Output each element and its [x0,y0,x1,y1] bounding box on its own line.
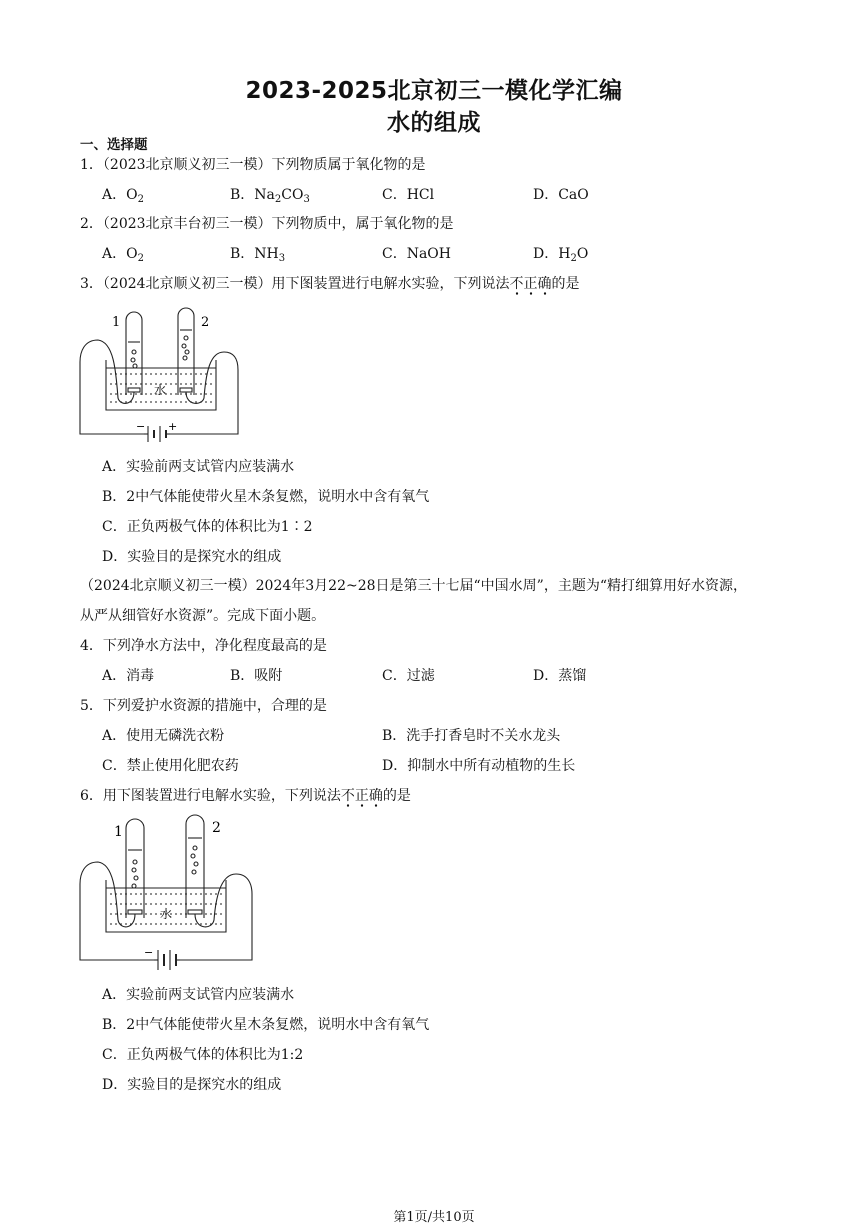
q1-option-b: B．$Na_2CO_3$ [230,187,310,205]
q5-stem: 5．下列爱护水资源的措施中，合理的是 [80,698,327,714]
plus-label: + [168,420,178,433]
q5-option-a: A．使用无磷洗衣粉 [102,728,225,744]
tube-1-label: 1 [112,315,121,330]
q3-option-d: D．实验目的是探究水的组成 [102,549,282,565]
q4-option-d: D．蒸馏 [533,668,587,684]
q6-option-d: D．实验目的是探究水的组成 [102,1077,282,1093]
q2-stem: 2．（2023北京丰台初三一模）下列物质中，属于氧化物的是 [80,216,454,232]
q4-option-c: C．过滤 [382,668,435,684]
electrolysis-diagram-2 [76,814,262,974]
tube-1-label: 1 [114,824,123,840]
electrolysis-diagram-1 [76,302,246,442]
q6-option-b: B．2中气体能使带火星木条复燃，说明水中含有氧气 [102,1017,430,1033]
q1-option-a: A．$O_2$ [102,187,144,205]
q1-option-c: C．HCl [382,187,435,203]
q4-option-a: A．消毒 [102,668,155,684]
minus-label: − [136,420,146,433]
q6-stem: 6．用下图装置进行电解水实验，下列说法不正确的是 [80,787,411,805]
q3-option-c: C．正负两极气体的体积比为1∶2 [102,519,313,535]
q6-option-a: A．实验前两支试管内应装满水 [102,987,295,1003]
document-title: 2023-2025北京初三一模化学汇编 [245,78,623,104]
document-subtitle: 水的组成 [387,110,481,136]
q6-emphasis: 不正确 [341,788,383,808]
q3-option-a: A．实验前两支试管内应装满水 [102,459,295,475]
q2-option-c: C．NaOH [382,246,451,262]
intro-line-1: （2024北京顺义初三一模）2024年3月22~28日是第三十七届“中国水周”，主题为“精打细算用好水资源， [80,578,747,594]
q5-option-b: B．洗手打香皂时不关水龙头 [382,728,561,744]
q3-option-b: B．2中气体能使带火星木条复燃，说明水中含有氧气 [102,489,430,505]
q5-option-d: D．抑制水中所有动植物的生长 [382,758,576,774]
intro-line-2: 从严从细管好水资源”。完成下面小题。 [80,608,326,624]
q4-stem: 4．下列净水方法中，净化程度最高的是 [80,638,327,654]
q2-option-a: A．$O_2$ [102,246,144,264]
tube-2-label: 2 [212,820,221,836]
minus-label: − [144,946,154,959]
q5-option-c: C．禁止使用化肥农药 [102,758,239,774]
q6-option-c: C．正负两极气体的体积比为1:2 [102,1047,304,1063]
tube-2-label: 2 [201,315,210,330]
q2-option-d: D．$H_2O$ [533,246,589,264]
q1-option-d: D．CaO [533,187,589,203]
q1-stem: 1．（2023北京顺义初三一模）下列物质属于氧化物的是 [80,157,426,173]
page-footer: 第1页/共10页 [393,1210,475,1225]
water-label: 水 [154,383,167,397]
water-label: 水 [160,907,173,921]
q4-option-b: B．吸附 [230,668,283,684]
q2-option-b: B．$NH_3$ [230,246,286,264]
q3-stem: 3．（2024北京顺义初三一模）用下图装置进行电解水实验，下列说法不正确的是 [80,275,580,293]
q3-emphasis: 不正确 [510,276,552,296]
section-heading: 一、选择题 [80,137,148,153]
